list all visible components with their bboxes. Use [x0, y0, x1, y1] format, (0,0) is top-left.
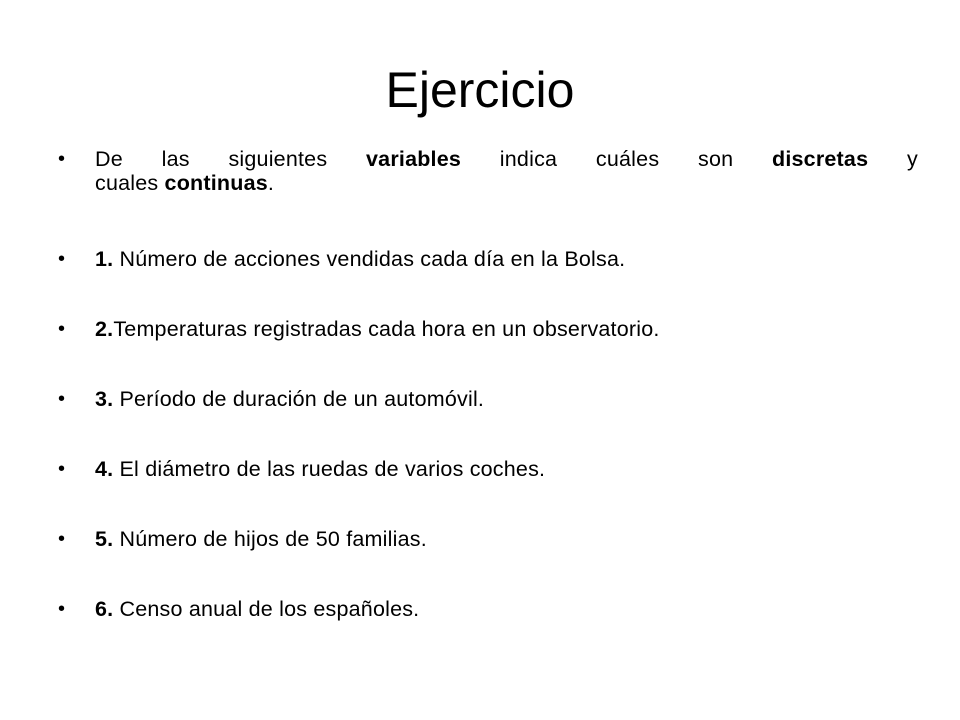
item-text: Número de acciones vendidas cada día en la Bolsa. — [113, 247, 626, 271]
intro-word: son — [698, 147, 734, 171]
item-number: 3. — [95, 387, 114, 411]
bullet-item-2 — [58, 316, 918, 343]
bullet-intro — [58, 146, 918, 197]
bullet-dot: • — [58, 598, 66, 620]
intro-line-2 — [95, 170, 918, 197]
bullet-item-5 — [58, 526, 918, 553]
item-text: El diámetro de las ruedas de varios coches. — [113, 457, 546, 481]
intro-line-1 — [95, 146, 918, 173]
intro-word: siguientes — [228, 147, 328, 171]
item-text: Número de hijos de 50 familias. — [113, 527, 427, 551]
item-text: Período de duración de un automóvil. — [113, 387, 485, 411]
item-number: 6. — [95, 597, 114, 621]
bullet-dot: • — [58, 528, 66, 550]
intro-period: . — [267, 171, 275, 195]
intro-word: indica — [499, 147, 558, 171]
intro-bold-variables: variables — [366, 147, 462, 171]
intro-word: cuales — [95, 171, 159, 195]
item-number: 2. — [95, 317, 114, 341]
intro-word: y — [906, 147, 918, 171]
bullet-dot: • — [58, 148, 66, 170]
item-number: 1. — [95, 247, 114, 271]
intro-bold-discretas: discretas — [772, 147, 869, 171]
intro-bold-continuas: continuas — [164, 171, 268, 195]
slide-title: Ejercicio — [385, 62, 575, 118]
bullet-dot: • — [58, 248, 66, 270]
item-number: 4. — [95, 457, 114, 481]
bullet-item-4 — [58, 456, 918, 483]
item-number: 5. — [95, 527, 114, 551]
bullet-item-3 — [58, 386, 918, 413]
bullet-dot: • — [58, 318, 66, 340]
bullet-item-6 — [58, 596, 918, 623]
bullet-dot: • — [58, 388, 66, 410]
intro-word: las — [161, 147, 190, 171]
intro-word: De — [95, 147, 123, 171]
bullet-dot: • — [58, 458, 66, 480]
item-text: Censo anual de los españoles. — [113, 597, 420, 621]
bullet-item-1 — [58, 246, 918, 273]
item-text: Temperaturas registradas cada hora en un observatorio. — [113, 317, 660, 341]
intro-word: cuáles — [595, 147, 660, 171]
